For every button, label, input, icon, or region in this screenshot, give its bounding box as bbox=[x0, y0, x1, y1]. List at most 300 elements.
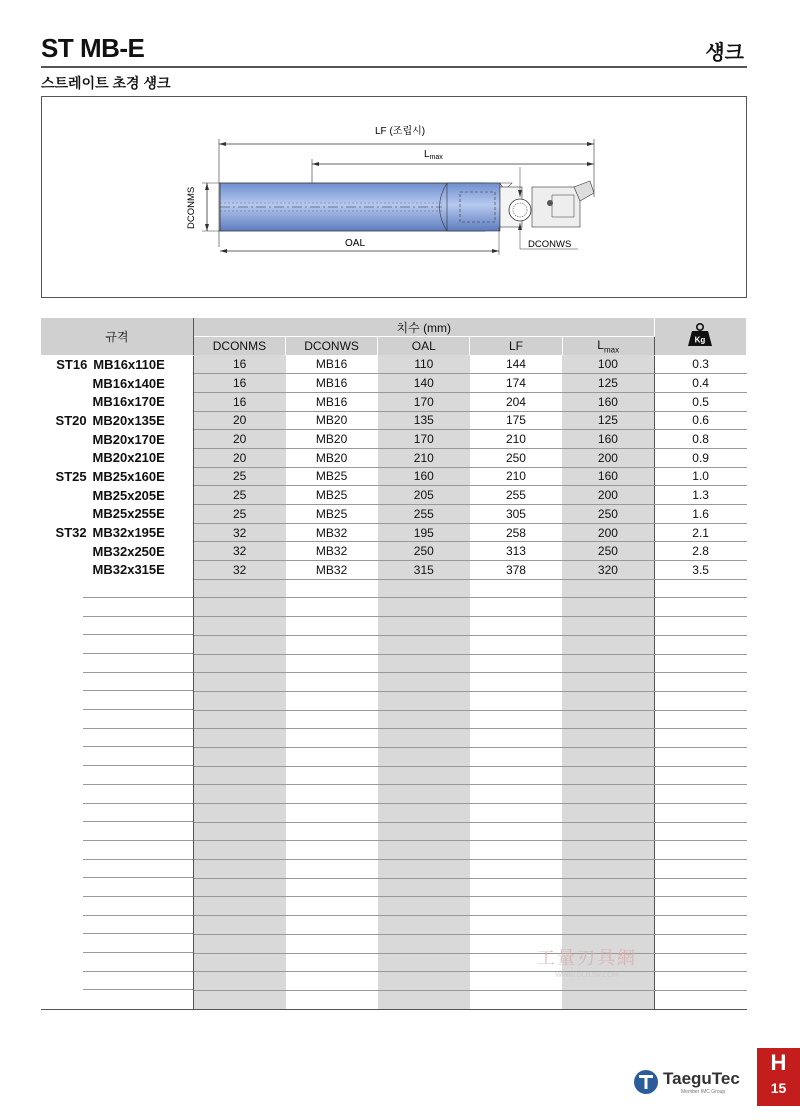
dconws-label: DCONWS bbox=[528, 239, 572, 250]
cell-oal: 170 bbox=[378, 392, 470, 411]
svg-text:Kg: Kg bbox=[695, 335, 706, 345]
cell-weight: 1.6 bbox=[654, 505, 746, 524]
cell-lf: 258 bbox=[470, 523, 562, 542]
empty-weight-cell bbox=[654, 897, 746, 916]
empty-cell bbox=[562, 617, 654, 636]
empty-weight-cell bbox=[654, 766, 746, 785]
empty-weight-cell bbox=[654, 729, 746, 748]
model-code: MB32x315E bbox=[92, 562, 165, 578]
empty-cell bbox=[378, 635, 470, 654]
empty-model-cell bbox=[41, 878, 193, 897]
table-row bbox=[41, 392, 747, 411]
empty-cell bbox=[286, 897, 378, 916]
empty-row bbox=[41, 691, 747, 710]
empty-cell bbox=[193, 654, 285, 673]
cell-dconms: 32 bbox=[193, 523, 285, 542]
cell-lmax: 160 bbox=[562, 430, 654, 449]
empty-model-cell bbox=[41, 617, 193, 636]
lf-label: LF (조립시) bbox=[375, 126, 426, 137]
empty-cell bbox=[286, 822, 378, 841]
empty-cell bbox=[193, 673, 285, 692]
oal-label: OAL bbox=[345, 238, 366, 249]
empty-cell bbox=[470, 579, 562, 598]
empty-cell bbox=[378, 598, 470, 617]
empty-cell bbox=[378, 691, 470, 710]
model-cell bbox=[41, 561, 193, 580]
table-row bbox=[41, 486, 747, 505]
empty-cell bbox=[562, 673, 654, 692]
table-row bbox=[41, 542, 747, 561]
model-cell bbox=[41, 411, 193, 430]
empty-model-cell bbox=[41, 897, 193, 916]
brand-name: TaeguTec bbox=[663, 1069, 740, 1088]
empty-cell bbox=[378, 841, 470, 860]
cell-oal: 135 bbox=[378, 411, 470, 430]
empty-row bbox=[41, 710, 747, 729]
empty-cell bbox=[562, 635, 654, 654]
empty-model-cell bbox=[41, 691, 193, 710]
cell-oal: 110 bbox=[378, 355, 470, 374]
empty-cell bbox=[562, 579, 654, 598]
empty-model-cell bbox=[41, 972, 193, 991]
cell-oal: 160 bbox=[378, 467, 470, 486]
cell-dconms: 25 bbox=[193, 486, 285, 505]
table-row bbox=[41, 411, 747, 430]
lmax-label: $L_{max}$ bbox=[424, 149, 443, 161]
cell-lf: 204 bbox=[470, 392, 562, 411]
empty-cell bbox=[193, 691, 285, 710]
table-row bbox=[41, 467, 747, 486]
empty-cell bbox=[286, 691, 378, 710]
cell-lmax: 125 bbox=[562, 411, 654, 430]
empty-weight-cell bbox=[654, 654, 746, 673]
empty-cell bbox=[286, 598, 378, 617]
empty-cell bbox=[193, 579, 285, 598]
empty-cell bbox=[378, 897, 470, 916]
empty-cell bbox=[562, 916, 654, 935]
empty-cell bbox=[286, 673, 378, 692]
empty-cell bbox=[193, 617, 285, 636]
empty-row bbox=[41, 673, 747, 692]
empty-cell bbox=[378, 916, 470, 935]
empty-model-cell bbox=[41, 934, 193, 953]
empty-cell bbox=[193, 934, 285, 953]
cell-dconms: 25 bbox=[193, 467, 285, 486]
empty-weight-cell bbox=[654, 934, 746, 953]
cell-oal: 210 bbox=[378, 448, 470, 467]
cell-lf: 210 bbox=[470, 430, 562, 449]
empty-cell bbox=[193, 990, 285, 1009]
empty-cell bbox=[378, 729, 470, 748]
empty-cell bbox=[286, 916, 378, 935]
empty-cell bbox=[562, 710, 654, 729]
col-dconms: DCONMS bbox=[193, 337, 285, 356]
empty-row bbox=[41, 972, 747, 991]
cell-lmax: 200 bbox=[562, 523, 654, 542]
empty-cell bbox=[562, 878, 654, 897]
empty-weight-cell bbox=[654, 635, 746, 654]
cell-oal: 195 bbox=[378, 523, 470, 542]
cell-dconws: MB16 bbox=[286, 392, 378, 411]
model-code: MB25x160E bbox=[92, 468, 165, 484]
empty-weight-cell bbox=[654, 860, 746, 879]
empty-model-cell bbox=[41, 990, 193, 1009]
cell-dconws: MB32 bbox=[286, 561, 378, 580]
cell-lmax: 100 bbox=[562, 355, 654, 374]
cell-dconws: MB16 bbox=[286, 374, 378, 393]
table-row bbox=[41, 561, 747, 580]
spec-table-body bbox=[41, 355, 747, 1009]
cell-weight: 1.3 bbox=[654, 486, 746, 505]
empty-cell bbox=[193, 710, 285, 729]
empty-cell bbox=[286, 766, 378, 785]
empty-cell bbox=[378, 654, 470, 673]
cell-weight: 0.6 bbox=[654, 411, 746, 430]
col-lmax: $L_{max}$ bbox=[562, 337, 654, 356]
watermark: 工量刃具網 WWW.DLRJW.COM bbox=[537, 948, 637, 979]
model-cell bbox=[41, 448, 193, 467]
cell-dconws: MB20 bbox=[286, 430, 378, 449]
empty-model-cell bbox=[41, 747, 193, 766]
empty-cell bbox=[470, 673, 562, 692]
empty-row bbox=[41, 804, 747, 823]
cell-dconms: 16 bbox=[193, 355, 285, 374]
empty-model-cell bbox=[41, 822, 193, 841]
cell-dconms: 32 bbox=[193, 561, 285, 580]
empty-weight-cell bbox=[654, 673, 746, 692]
empty-weight-cell bbox=[654, 916, 746, 935]
empty-cell bbox=[470, 897, 562, 916]
cell-weight: 2.1 bbox=[654, 523, 746, 542]
cell-weight: 0.4 bbox=[654, 374, 746, 393]
table-row bbox=[41, 505, 747, 524]
empty-cell bbox=[193, 729, 285, 748]
empty-row bbox=[41, 635, 747, 654]
model-prefix: ST25 bbox=[55, 468, 87, 484]
empty-model-cell bbox=[41, 916, 193, 935]
empty-cell bbox=[470, 860, 562, 879]
empty-weight-cell bbox=[654, 747, 746, 766]
table-row bbox=[41, 523, 747, 542]
cell-weight: 0.8 bbox=[654, 430, 746, 449]
col-lf: LF bbox=[470, 337, 562, 356]
empty-weight-cell bbox=[654, 822, 746, 841]
empty-cell bbox=[378, 710, 470, 729]
empty-cell bbox=[286, 934, 378, 953]
empty-cell bbox=[286, 804, 378, 823]
cell-lf: 210 bbox=[470, 467, 562, 486]
empty-model-cell bbox=[41, 673, 193, 692]
empty-row bbox=[41, 785, 747, 804]
table-row bbox=[41, 448, 747, 467]
empty-model-cell bbox=[41, 654, 193, 673]
page-subtitle: 스트레이트 초경 섕크 bbox=[41, 75, 171, 91]
empty-model-cell bbox=[41, 804, 193, 823]
section-tab bbox=[757, 1048, 800, 1106]
model-cell bbox=[41, 505, 193, 524]
empty-weight-cell bbox=[654, 598, 746, 617]
model-cell bbox=[41, 523, 193, 542]
empty-row bbox=[41, 747, 747, 766]
empty-cell bbox=[193, 916, 285, 935]
empty-cell bbox=[193, 878, 285, 897]
empty-cell bbox=[286, 729, 378, 748]
empty-cell bbox=[193, 972, 285, 991]
cell-dconms: 16 bbox=[193, 374, 285, 393]
cell-weight: 3.5 bbox=[654, 561, 746, 580]
empty-model-cell bbox=[41, 860, 193, 879]
empty-weight-cell bbox=[654, 972, 746, 991]
empty-cell bbox=[286, 841, 378, 860]
empty-cell bbox=[286, 860, 378, 879]
model-code: MB25x255E bbox=[92, 506, 165, 522]
cell-lf: 174 bbox=[470, 374, 562, 393]
model-cell bbox=[41, 542, 193, 561]
model-cell bbox=[41, 430, 193, 449]
empty-weight-cell bbox=[654, 953, 746, 972]
empty-cell bbox=[378, 673, 470, 692]
empty-cell bbox=[193, 897, 285, 916]
empty-cell bbox=[562, 691, 654, 710]
cell-lf: 313 bbox=[470, 542, 562, 561]
model-cell bbox=[41, 486, 193, 505]
model-prefix: ST20 bbox=[55, 412, 87, 428]
model-cell bbox=[41, 467, 193, 486]
empty-row bbox=[41, 617, 747, 636]
cell-dconms: 16 bbox=[193, 392, 285, 411]
cell-dconms: 20 bbox=[193, 430, 285, 449]
empty-cell bbox=[470, 785, 562, 804]
cell-lmax: 200 bbox=[562, 486, 654, 505]
cell-lmax: 125 bbox=[562, 374, 654, 393]
empty-weight-cell bbox=[654, 691, 746, 710]
empty-cell bbox=[193, 953, 285, 972]
empty-cell bbox=[193, 635, 285, 654]
empty-cell bbox=[562, 841, 654, 860]
cell-lmax: 160 bbox=[562, 467, 654, 486]
model-code: MB25x205E bbox=[92, 487, 165, 503]
model-code: MB16x110E bbox=[93, 357, 165, 373]
cell-lmax: 160 bbox=[562, 392, 654, 411]
cell-dconws: MB20 bbox=[286, 448, 378, 467]
empty-row bbox=[41, 579, 747, 598]
table-row bbox=[41, 430, 747, 449]
tool-diagram bbox=[41, 96, 747, 298]
empty-row bbox=[41, 953, 747, 972]
empty-row bbox=[41, 598, 747, 617]
shank-drawing bbox=[42, 97, 746, 297]
model-code: MB20x135E bbox=[92, 412, 165, 428]
empty-cell bbox=[286, 990, 378, 1009]
empty-cell bbox=[470, 691, 562, 710]
empty-cell bbox=[193, 841, 285, 860]
cell-lf: 175 bbox=[470, 411, 562, 430]
model-code: MB32x195E bbox=[92, 525, 165, 541]
model-prefix: ST16 bbox=[56, 357, 88, 373]
empty-row bbox=[41, 729, 747, 748]
brand-logo bbox=[633, 1069, 740, 1095]
empty-cell bbox=[378, 785, 470, 804]
cell-lf: 305 bbox=[470, 505, 562, 524]
category-label: 섕크 bbox=[705, 42, 744, 64]
spec-table bbox=[41, 318, 747, 1010]
model-cell bbox=[41, 355, 193, 374]
col-oal: OAL bbox=[378, 337, 470, 356]
empty-cell bbox=[286, 972, 378, 991]
cell-dconms: 20 bbox=[193, 448, 285, 467]
empty-cell bbox=[470, 804, 562, 823]
empty-cell bbox=[470, 598, 562, 617]
empty-row bbox=[41, 766, 747, 785]
empty-cell bbox=[470, 766, 562, 785]
empty-model-cell bbox=[41, 785, 193, 804]
empty-cell bbox=[470, 841, 562, 860]
empty-cell bbox=[193, 785, 285, 804]
empty-cell bbox=[286, 710, 378, 729]
empty-cell bbox=[562, 804, 654, 823]
empty-model-cell bbox=[41, 729, 193, 748]
empty-cell bbox=[378, 972, 470, 991]
cell-weight: 2.8 bbox=[654, 542, 746, 561]
cell-lf: 250 bbox=[470, 448, 562, 467]
empty-cell bbox=[193, 747, 285, 766]
empty-row bbox=[41, 897, 747, 916]
empty-cell bbox=[193, 860, 285, 879]
model-code: MB20x170E bbox=[92, 431, 165, 447]
cell-oal: 315 bbox=[378, 561, 470, 580]
empty-row bbox=[41, 841, 747, 860]
empty-model-cell bbox=[41, 579, 193, 598]
empty-cell bbox=[193, 598, 285, 617]
empty-cell bbox=[470, 710, 562, 729]
empty-cell bbox=[286, 654, 378, 673]
dconms-label: DCONMS bbox=[186, 186, 197, 229]
empty-cell bbox=[470, 654, 562, 673]
cell-lmax: 320 bbox=[562, 561, 654, 580]
empty-cell bbox=[562, 860, 654, 879]
empty-cell bbox=[378, 579, 470, 598]
cell-dconws: MB32 bbox=[286, 523, 378, 542]
empty-cell bbox=[286, 635, 378, 654]
cell-oal: 255 bbox=[378, 505, 470, 524]
empty-row bbox=[41, 916, 747, 935]
cell-weight: 1.0 bbox=[654, 467, 746, 486]
empty-row bbox=[41, 878, 747, 897]
cell-dconws: MB32 bbox=[286, 542, 378, 561]
empty-cell bbox=[562, 747, 654, 766]
empty-weight-cell bbox=[654, 579, 746, 598]
weight-header bbox=[654, 318, 746, 355]
empty-cell bbox=[378, 934, 470, 953]
cell-dconms: 25 bbox=[193, 505, 285, 524]
model-code: MB16x170E bbox=[92, 394, 165, 410]
cell-dconws: MB20 bbox=[286, 411, 378, 430]
cell-lf: 378 bbox=[470, 561, 562, 580]
cell-dconws: MB16 bbox=[286, 355, 378, 374]
empty-cell bbox=[470, 878, 562, 897]
empty-cell bbox=[378, 804, 470, 823]
empty-cell bbox=[562, 897, 654, 916]
empty-cell bbox=[378, 822, 470, 841]
empty-row bbox=[41, 990, 747, 1009]
empty-weight-cell bbox=[654, 804, 746, 823]
model-cell bbox=[41, 374, 193, 393]
empty-cell bbox=[378, 766, 470, 785]
empty-model-cell bbox=[41, 953, 193, 972]
brand-sub: Member IMC Group bbox=[681, 1089, 726, 1095]
cell-oal: 250 bbox=[378, 542, 470, 561]
spec-header: 규격 bbox=[41, 318, 193, 355]
empty-cell bbox=[378, 990, 470, 1009]
weight-icon bbox=[686, 322, 714, 348]
empty-weight-cell bbox=[654, 785, 746, 804]
empty-cell bbox=[470, 617, 562, 636]
empty-cell bbox=[193, 804, 285, 823]
empty-weight-cell bbox=[654, 710, 746, 729]
empty-cell bbox=[193, 822, 285, 841]
table-row bbox=[41, 355, 747, 374]
empty-cell bbox=[470, 916, 562, 935]
empty-cell bbox=[470, 729, 562, 748]
title-divider bbox=[41, 66, 747, 68]
page-number: 15 bbox=[770, 1080, 787, 1096]
cell-weight: 0.3 bbox=[654, 355, 746, 374]
empty-cell bbox=[562, 729, 654, 748]
model-code: MB20x210E bbox=[92, 450, 165, 466]
empty-cell bbox=[286, 953, 378, 972]
empty-weight-cell bbox=[654, 990, 746, 1009]
cell-oal: 170 bbox=[378, 430, 470, 449]
page-title: ST MB-E bbox=[41, 33, 145, 63]
empty-cell bbox=[378, 747, 470, 766]
cell-dconws: MB25 bbox=[286, 467, 378, 486]
empty-cell bbox=[562, 785, 654, 804]
empty-row bbox=[41, 860, 747, 879]
empty-cell bbox=[286, 579, 378, 598]
empty-row bbox=[41, 934, 747, 953]
empty-model-cell bbox=[41, 841, 193, 860]
empty-cell bbox=[470, 635, 562, 654]
empty-weight-cell bbox=[654, 878, 746, 897]
empty-cell bbox=[378, 617, 470, 636]
cell-dconms: 32 bbox=[193, 542, 285, 561]
empty-model-cell bbox=[41, 766, 193, 785]
empty-cell bbox=[470, 747, 562, 766]
empty-cell bbox=[286, 747, 378, 766]
empty-cell bbox=[562, 822, 654, 841]
empty-cell bbox=[562, 766, 654, 785]
model-code: MB16x140E bbox=[92, 375, 165, 391]
cell-lf: 144 bbox=[470, 355, 562, 374]
col-dconws: DCONWS bbox=[286, 337, 378, 356]
empty-cell bbox=[286, 617, 378, 636]
empty-weight-cell bbox=[654, 617, 746, 636]
empty-cell bbox=[562, 990, 654, 1009]
empty-cell bbox=[378, 860, 470, 879]
empty-weight-cell bbox=[654, 841, 746, 860]
empty-model-cell bbox=[41, 710, 193, 729]
dimensions-header: 치수 (mm) bbox=[193, 318, 654, 337]
cell-lmax: 250 bbox=[562, 505, 654, 524]
cell-dconws: MB25 bbox=[286, 505, 378, 524]
model-prefix: ST32 bbox=[55, 525, 87, 541]
empty-cell bbox=[286, 878, 378, 897]
empty-cell bbox=[193, 766, 285, 785]
empty-cell bbox=[470, 990, 562, 1009]
empty-model-cell bbox=[41, 635, 193, 654]
empty-model-cell bbox=[41, 598, 193, 617]
model-code: MB32x250E bbox=[92, 543, 165, 559]
